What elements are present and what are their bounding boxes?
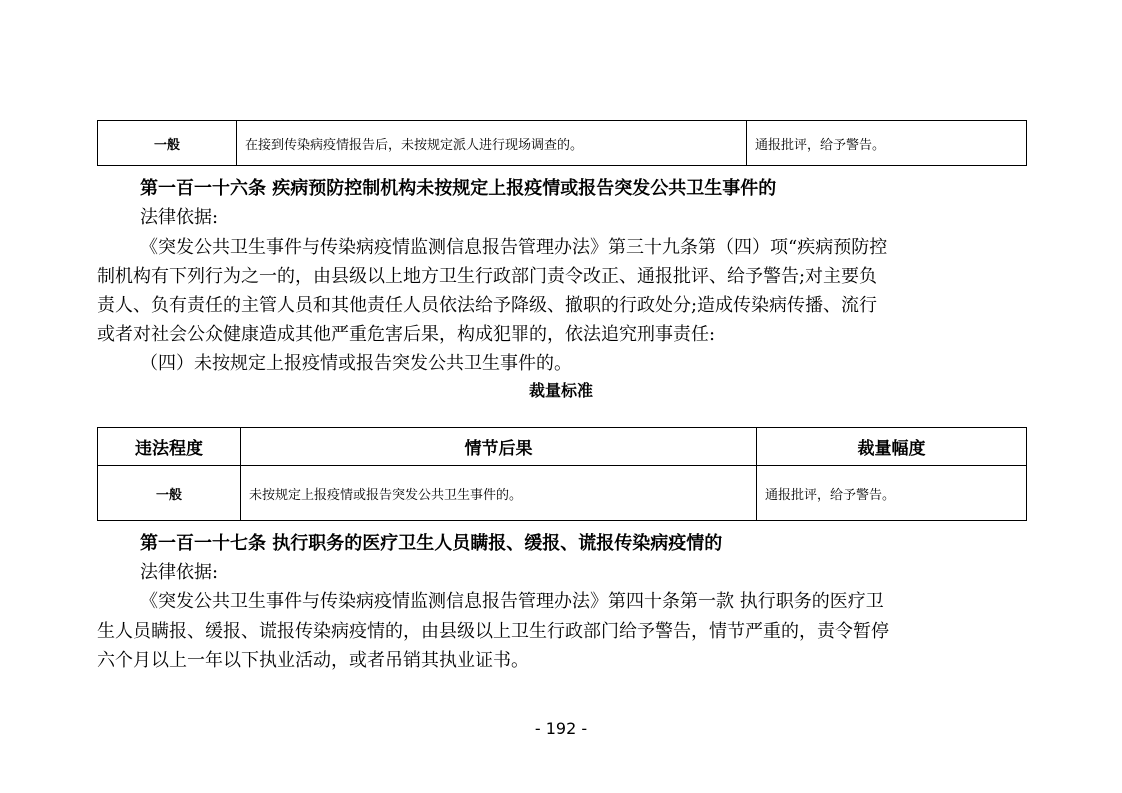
basis-text-line: 《突发公共卫生事件与传染病疫情监测信息报告管理办法》第三十九条第（四）项“疾病预防控 xyxy=(140,237,888,258)
basis-item-four: （四）未按规定上报疫情或报告突发公共卫生事件的。 xyxy=(140,353,572,374)
article-116-heading: 第一百一十六条 疾病预防控制机构未按规定上报疫情或报告突发公共卫生事件的 xyxy=(140,178,777,199)
penalty-cell: 通报批评，给予警告。 xyxy=(747,121,1027,166)
header-degree: 违法程度 xyxy=(98,428,241,466)
table-header-row xyxy=(98,428,1027,466)
basis-text-line: 制机构有下列行为之一的，由县级以上地方卫生行政部门责令改正、通报批评、给予警告;对主要负 xyxy=(97,266,878,287)
penalty-cell: 通报批评，给予警告。 xyxy=(757,466,1027,521)
discretion-standard-title: 裁量标准 xyxy=(528,381,593,400)
page-number: - 192 - xyxy=(534,719,588,738)
basis-text-line: 责人、负有责任的主管人员和其他责任人员依法给予降级、撤职的行政处分;造成传染病传播、流行 xyxy=(97,295,878,316)
header-circumstance: 情节后果 xyxy=(241,428,757,466)
circumstance-cell: 未按规定上报疫情或报告突发公共卫生事件的。 xyxy=(241,466,757,521)
basis-text-line: 六个月以上一年以下执业活动，或者吊销其执业证书。 xyxy=(97,650,529,671)
penalty-table-prev xyxy=(97,120,1027,166)
basis-text-line: 或者对社会公众健康造成其他严重危害后果，构成犯罪的，依法追究刑事责任: xyxy=(97,324,716,345)
circumstance-cell: 在接到传染病疫情报告后，未按规定派人进行现场调查的。 xyxy=(237,121,747,166)
violation-degree-cell: 一般 xyxy=(98,121,237,166)
legal-basis-label: 法律依据: xyxy=(140,562,219,583)
header-penalty: 裁量幅度 xyxy=(757,428,1027,466)
table-row xyxy=(98,466,1027,521)
table-row xyxy=(98,121,1027,166)
basis-text-line: 生人员瞒报、缓报、谎报传染病疫情的，由县级以上卫生行政部门给予警告，情节严重的，责令暂停 xyxy=(97,621,889,642)
discretion-table xyxy=(97,427,1027,521)
legal-basis-label: 法律依据: xyxy=(140,207,219,228)
article-117-heading: 第一百一十七条 执行职务的医疗卫生人员瞒报、缓报、谎报传染病疫情的 xyxy=(140,533,723,554)
violation-degree-cell: 一般 xyxy=(98,466,241,521)
basis-text-line: 《突发公共卫生事件与传染病疫情监测信息报告管理办法》第四十条第一款 执行职务的医疗卫 xyxy=(140,591,884,612)
